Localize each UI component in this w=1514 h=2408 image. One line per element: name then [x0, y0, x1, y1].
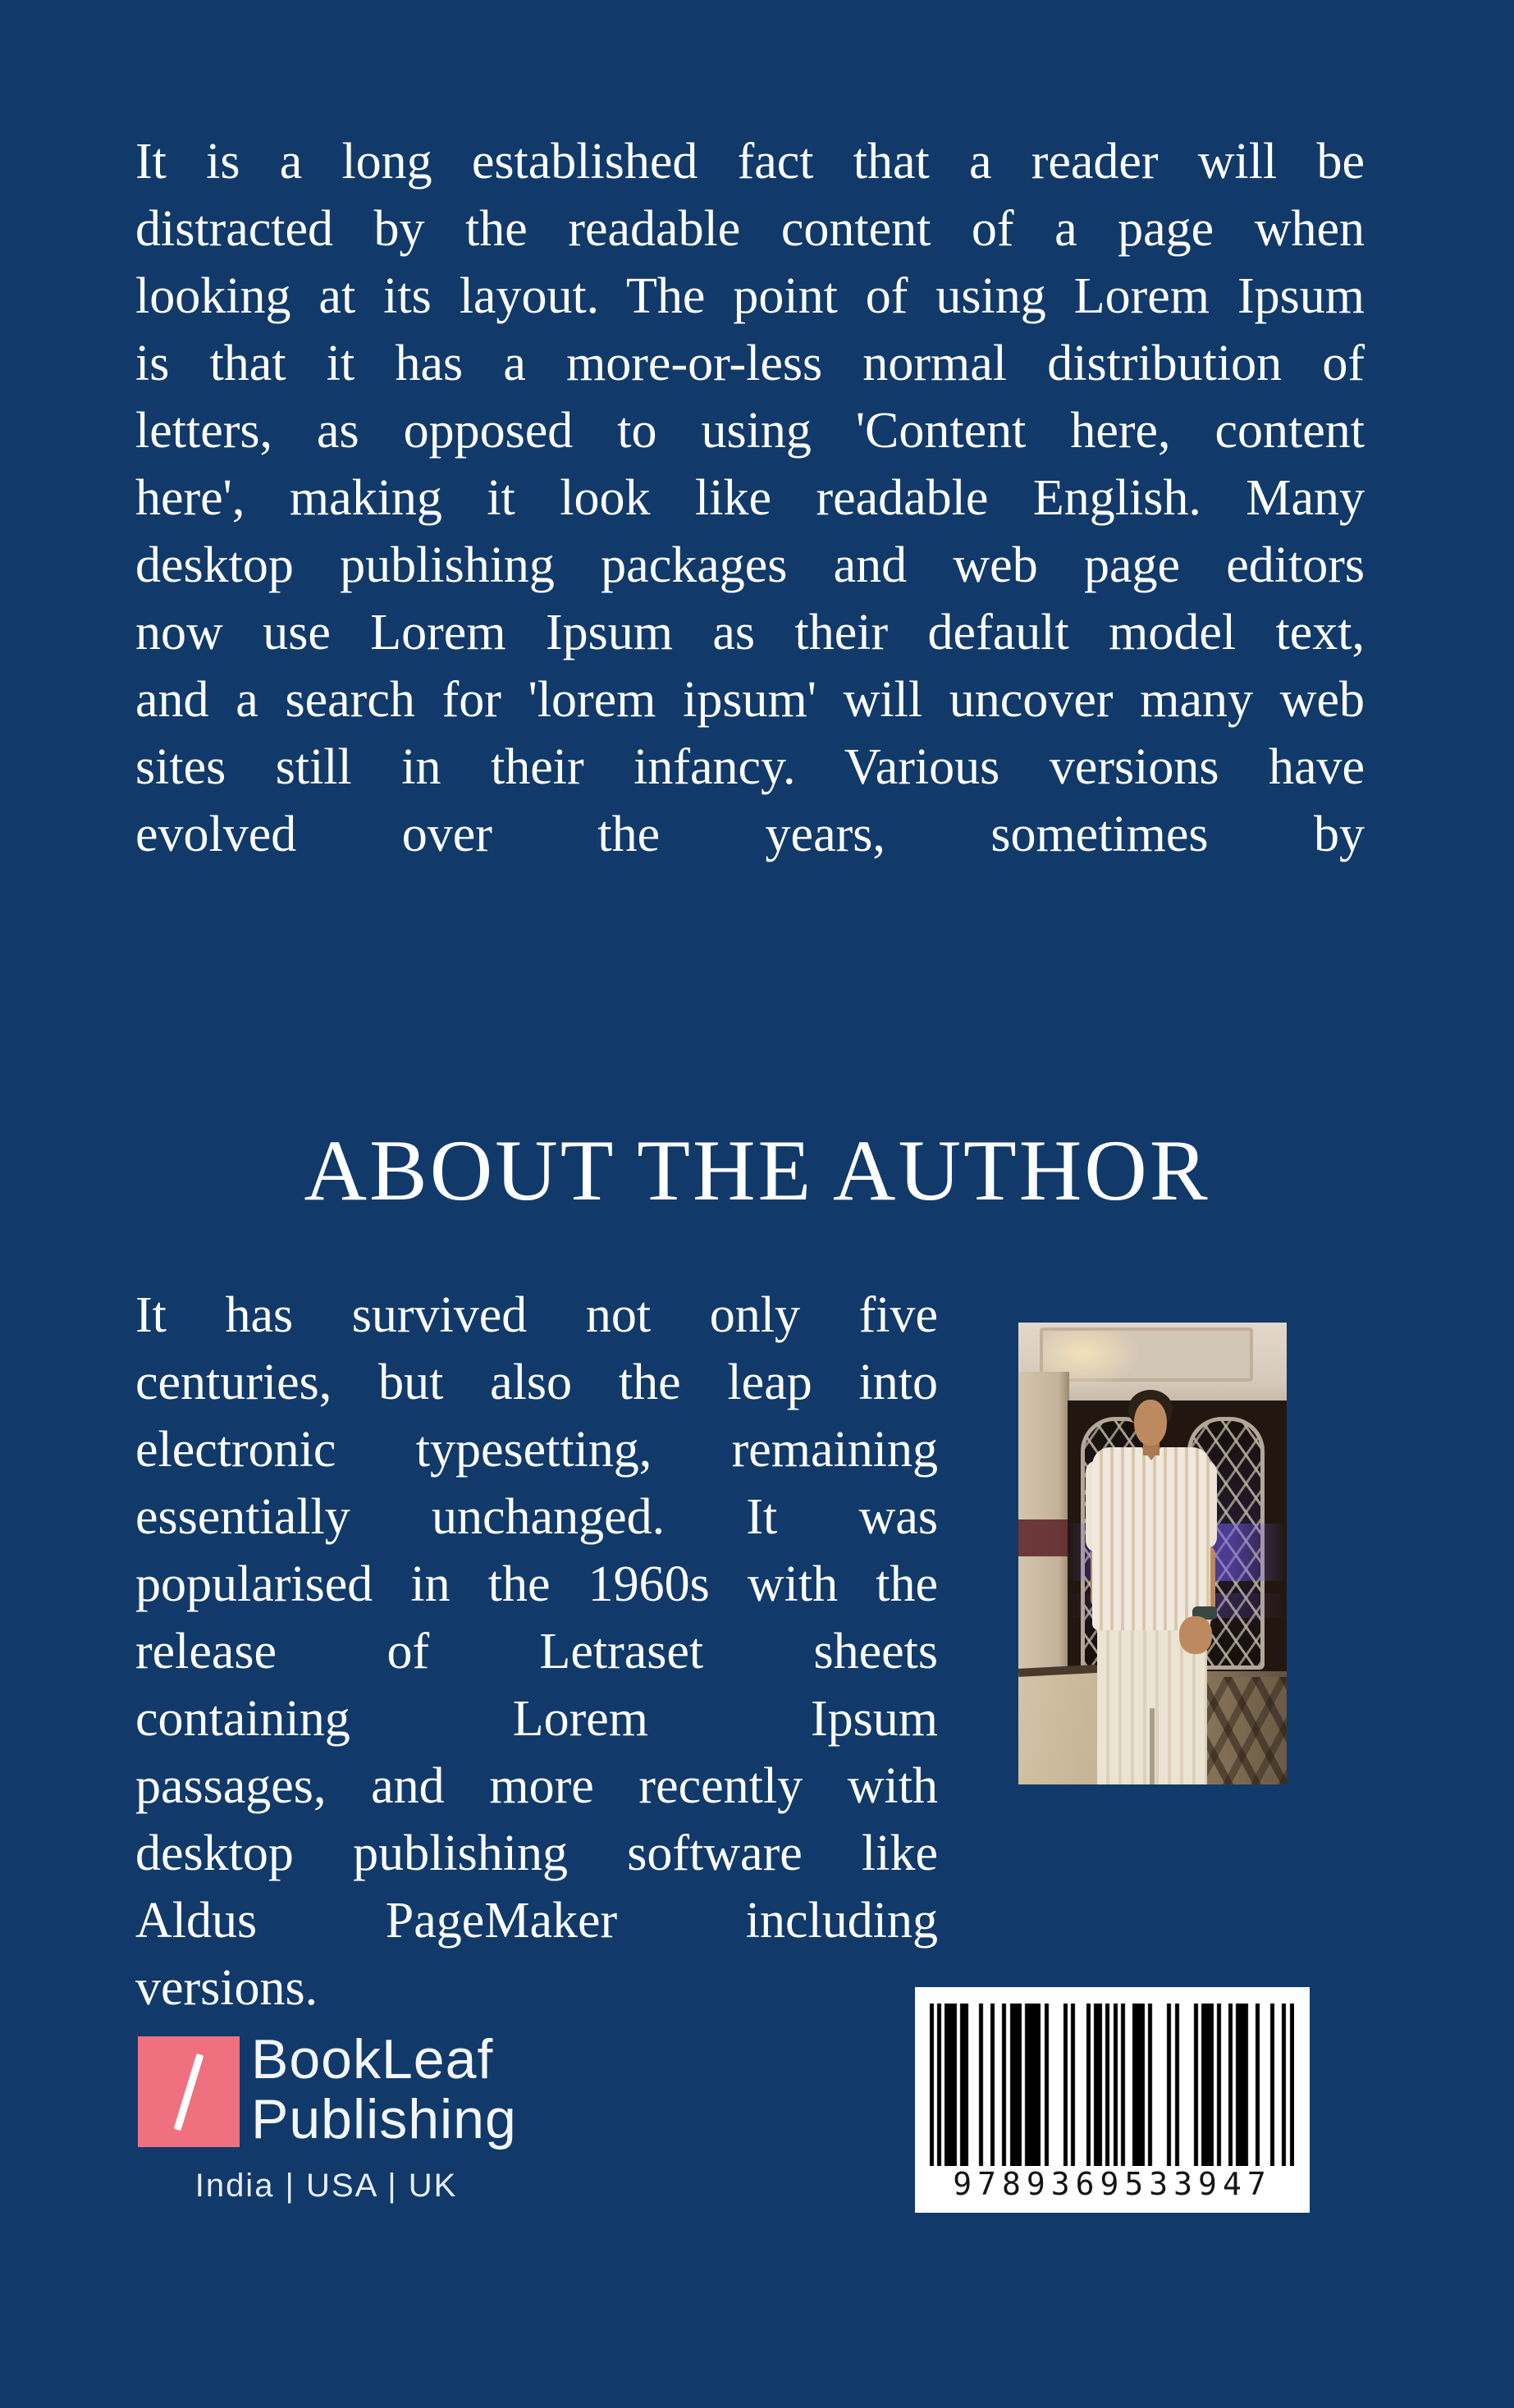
- photo-maroon-band: [1018, 1519, 1069, 1556]
- publisher-name-line2: Publishing: [251, 2088, 517, 2150]
- text-line: now use Lorem Ipsum as their default model text,: [135, 605, 1365, 660]
- text-line: looking at its layout. The point of using Lorem Ipsum: [135, 268, 1365, 324]
- photo-person-leg-gap: [1150, 1708, 1155, 1784]
- text-line: release of Letraset sheets: [135, 1624, 938, 1679]
- slash-logo-icon: [174, 2053, 204, 2130]
- author-bio-paragraph: [135, 1282, 938, 2022]
- photo-person-hand: [1179, 1616, 1212, 1654]
- text-line: versions.: [135, 1960, 318, 2016]
- text-line: and a search for 'lorem ipsum' will uncover many web: [135, 672, 1365, 728]
- text-line: popularised in the 1960s with the: [135, 1556, 938, 1612]
- text-line: centuries, but also the leap into: [135, 1355, 938, 1410]
- photo-person-face: [1134, 1400, 1167, 1446]
- text-line: desktop publishing packages and web page editors: [135, 537, 1365, 593]
- photo-person-shirt: [1092, 1447, 1210, 1630]
- text-line: here', making it look like readable English. Many: [135, 470, 1365, 526]
- text-line: desktop publishing software like: [135, 1825, 938, 1881]
- text-line: passages, and more recently with: [135, 1758, 938, 1814]
- text-line: essentially unchanged. It was: [135, 1489, 938, 1545]
- publisher-logo: [138, 2036, 240, 2147]
- publisher-regions: India | USA | UK: [194, 2168, 458, 2204]
- text-line: electronic typesetting, remaining: [135, 1422, 938, 1478]
- text-line: distracted by the readable content of a page when: [135, 201, 1365, 257]
- text-line: containing Lorem Ipsum: [135, 1691, 938, 1747]
- barcode-number: 9789369533947: [953, 2166, 1272, 2202]
- barcode: [915, 1987, 1310, 2213]
- barcode-image: [930, 2004, 1294, 2166]
- about-the-author-heading: ABOUT THE AUTHOR: [304, 1122, 1210, 1218]
- excerpt-paragraph: [135, 128, 1365, 868]
- text-line: It is a long established fact that a reader will be: [135, 134, 1365, 190]
- text-line: evolved over the years, sometimes by: [135, 806, 1365, 862]
- text-line: It has survived not only five: [135, 1287, 938, 1343]
- publisher-name: [251, 2030, 517, 2150]
- text-line: is that it has a more-or-less normal distribution of: [135, 336, 1365, 391]
- text-line: letters, as opposed to using 'Content here, content: [135, 403, 1365, 459]
- publisher-name-line1: BookLeaf: [251, 2028, 494, 2090]
- text-line: Aldus PageMaker including: [135, 1893, 938, 1949]
- author-photo: [1018, 1323, 1287, 1784]
- text-line: sites still in their infancy. Various versions have: [135, 739, 1365, 795]
